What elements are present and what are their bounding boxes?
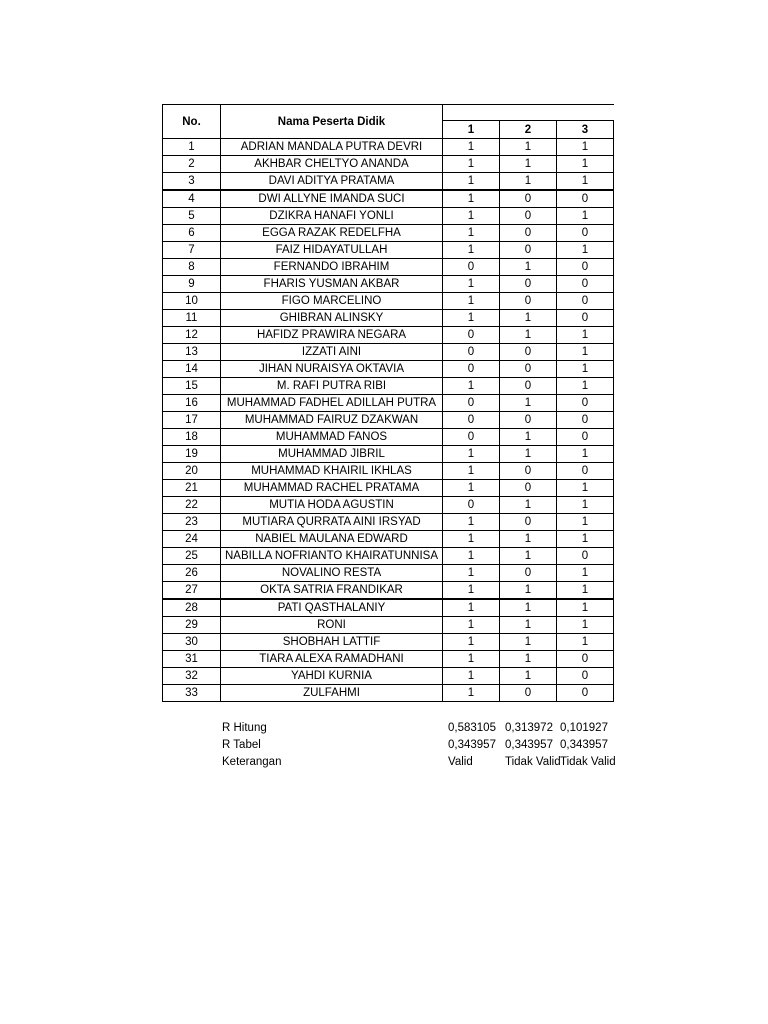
score-item-2: 1 — [500, 139, 557, 156]
summary-label: R Hitung — [222, 722, 267, 734]
table-row — [163, 190, 614, 208]
summary-label: Keterangan — [222, 756, 282, 768]
header-no: No. — [163, 105, 221, 139]
row-number: 16 — [163, 395, 221, 412]
score-item-1: 1 — [443, 242, 500, 259]
score-item-2: 0 — [500, 190, 557, 208]
score-item-3: 0 — [557, 225, 614, 242]
student-name: GHIBRAN ALINSKY — [221, 310, 443, 327]
student-name: DWI ALLYNE IMANDA SUCI — [221, 190, 443, 208]
score-item-2: 1 — [500, 531, 557, 548]
score-item-3: 1 — [557, 582, 614, 600]
score-item-3: 0 — [557, 548, 614, 565]
score-item-2: 1 — [500, 634, 557, 651]
score-item-2: 1 — [500, 548, 557, 565]
score-item-2: 0 — [500, 208, 557, 225]
table-row — [163, 651, 614, 668]
header-name: Nama Peserta Didik — [221, 105, 443, 139]
summary-label: R Tabel — [222, 739, 261, 751]
score-item-1: 0 — [443, 327, 500, 344]
table-row — [163, 327, 614, 344]
table-row — [163, 480, 614, 497]
student-name: SHOBHAH LATTIF — [221, 634, 443, 651]
table-row — [163, 531, 614, 548]
score-item-1: 1 — [443, 514, 500, 531]
score-item-2: 0 — [500, 361, 557, 378]
student-name: NABILLA NOFRIANTO KHAIRATUNNISA — [221, 548, 443, 565]
table-row — [163, 259, 614, 276]
score-item-2: 1 — [500, 327, 557, 344]
summary-value-item-2: 0,343957 — [505, 739, 553, 751]
row-number: 4 — [163, 190, 221, 208]
student-name: MUTIARA QURRATA AINI IRSYAD — [221, 514, 443, 531]
score-item-1: 1 — [443, 565, 500, 582]
student-name: RONI — [221, 617, 443, 634]
score-item-1: 0 — [443, 395, 500, 412]
table-row — [163, 565, 614, 582]
table-row — [163, 310, 614, 327]
score-item-1: 1 — [443, 446, 500, 463]
score-item-3: 1 — [557, 139, 614, 156]
score-item-3: 1 — [557, 480, 614, 497]
score-item-3: 0 — [557, 668, 614, 685]
student-name: MUHAMMAD FAIRUZ DZAKWAN — [221, 412, 443, 429]
score-item-3: 0 — [557, 395, 614, 412]
score-item-2: 1 — [500, 651, 557, 668]
table-row — [163, 429, 614, 446]
score-item-3: 0 — [557, 463, 614, 480]
summary-value-item-1: 0,583105 — [448, 722, 496, 734]
score-item-3: 0 — [557, 259, 614, 276]
row-number: 24 — [163, 531, 221, 548]
score-item-2: 0 — [500, 378, 557, 395]
score-item-3: 0 — [557, 276, 614, 293]
score-item-1: 1 — [443, 480, 500, 497]
score-item-1: 1 — [443, 190, 500, 208]
summary-value-item-2: Tidak Valid — [505, 756, 561, 768]
table-row — [163, 412, 614, 429]
score-item-1: 1 — [443, 599, 500, 617]
score-item-1: 1 — [443, 548, 500, 565]
score-item-2: 1 — [500, 446, 557, 463]
table-row — [163, 463, 614, 480]
student-name: EGGA RAZAK REDELFHA — [221, 225, 443, 242]
row-number: 26 — [163, 565, 221, 582]
row-number: 15 — [163, 378, 221, 395]
score-item-3: 1 — [557, 208, 614, 225]
score-item-3: 0 — [557, 651, 614, 668]
score-item-3: 1 — [557, 173, 614, 191]
score-item-1: 1 — [443, 463, 500, 480]
score-item-2: 0 — [500, 565, 557, 582]
validity-score-table — [162, 104, 614, 702]
student-name: TIARA ALEXA RAMADHANI — [221, 651, 443, 668]
student-name: ZULFAHMI — [221, 685, 443, 702]
student-name: FHARIS YUSMAN AKBAR — [221, 276, 443, 293]
score-item-1: 0 — [443, 497, 500, 514]
score-item-3: 1 — [557, 514, 614, 531]
score-item-1: 0 — [443, 344, 500, 361]
score-item-3: 0 — [557, 685, 614, 702]
score-item-3: 1 — [557, 361, 614, 378]
student-name: NABIEL MAULANA EDWARD — [221, 531, 443, 548]
score-item-2: 1 — [500, 173, 557, 191]
table-row — [163, 514, 614, 531]
row-number: 8 — [163, 259, 221, 276]
score-item-3: 1 — [557, 617, 614, 634]
table-row — [163, 599, 614, 617]
score-item-1: 1 — [443, 668, 500, 685]
table-header-row — [163, 105, 614, 121]
score-item-2: 1 — [500, 668, 557, 685]
row-number: 19 — [163, 446, 221, 463]
score-item-2: 0 — [500, 276, 557, 293]
score-item-3: 1 — [557, 565, 614, 582]
row-number: 10 — [163, 293, 221, 310]
score-item-1: 1 — [443, 139, 500, 156]
score-item-1: 1 — [443, 276, 500, 293]
score-item-3: 1 — [557, 327, 614, 344]
student-name: MUHAMMAD FADHEL ADILLAH PUTRA — [221, 395, 443, 412]
score-item-3: 1 — [557, 531, 614, 548]
student-name: ADRIAN MANDALA PUTRA DEVRI — [221, 139, 443, 156]
score-item-2: 0 — [500, 685, 557, 702]
score-item-3: 0 — [557, 429, 614, 446]
score-item-2: 0 — [500, 293, 557, 310]
student-name: MUTIA HODA AGUSTIN — [221, 497, 443, 514]
header-item-group — [443, 105, 614, 121]
table-row — [163, 361, 614, 378]
student-name: MUHAMMAD RACHEL PRATAMA — [221, 480, 443, 497]
score-item-2: 0 — [500, 463, 557, 480]
table-row — [163, 156, 614, 173]
row-number: 3 — [163, 173, 221, 191]
row-number: 20 — [163, 463, 221, 480]
table-row — [163, 276, 614, 293]
row-number: 13 — [163, 344, 221, 361]
score-item-2: 1 — [500, 310, 557, 327]
student-name: DZIKRA HANAFI YONLI — [221, 208, 443, 225]
score-item-3: 1 — [557, 599, 614, 617]
student-name: PATI QASTHALANIY — [221, 599, 443, 617]
table-row — [163, 548, 614, 565]
score-item-1: 1 — [443, 225, 500, 242]
table-row — [163, 344, 614, 361]
score-item-3: 1 — [557, 156, 614, 173]
row-number: 1 — [163, 139, 221, 156]
score-item-2: 0 — [500, 480, 557, 497]
table-row — [163, 497, 614, 514]
row-number: 11 — [163, 310, 221, 327]
score-item-1: 1 — [443, 310, 500, 327]
score-item-2: 1 — [500, 395, 557, 412]
student-name: NOVALINO RESTA — [221, 565, 443, 582]
table-row — [163, 173, 614, 191]
score-item-3: 0 — [557, 293, 614, 310]
table-row — [163, 446, 614, 463]
score-item-1: 0 — [443, 412, 500, 429]
table-row — [163, 378, 614, 395]
score-item-2: 1 — [500, 429, 557, 446]
score-item-2: 1 — [500, 497, 557, 514]
score-item-2: 1 — [500, 156, 557, 173]
row-number: 18 — [163, 429, 221, 446]
student-name: JIHAN NURAISYA OKTAVIA — [221, 361, 443, 378]
row-number: 23 — [163, 514, 221, 531]
score-item-2: 1 — [500, 259, 557, 276]
score-item-3: 0 — [557, 190, 614, 208]
score-item-2: 0 — [500, 242, 557, 259]
row-number: 12 — [163, 327, 221, 344]
score-item-3: 1 — [557, 497, 614, 514]
score-item-1: 1 — [443, 617, 500, 634]
student-name: FERNANDO IBRAHIM — [221, 259, 443, 276]
score-item-1: 0 — [443, 259, 500, 276]
score-item-2: 0 — [500, 412, 557, 429]
row-number: 17 — [163, 412, 221, 429]
score-item-3: 0 — [557, 310, 614, 327]
score-item-1: 1 — [443, 634, 500, 651]
row-number: 28 — [163, 599, 221, 617]
table-row — [163, 582, 614, 600]
table-row — [163, 395, 614, 412]
score-item-1: 1 — [443, 651, 500, 668]
row-number: 14 — [163, 361, 221, 378]
summary-value-item-3: Tidak Valid — [560, 756, 616, 768]
score-item-1: 1 — [443, 378, 500, 395]
table-row — [163, 293, 614, 310]
row-number: 30 — [163, 634, 221, 651]
row-number: 25 — [163, 548, 221, 565]
table-row — [163, 208, 614, 225]
table-row — [163, 634, 614, 651]
student-name: HAFIDZ PRAWIRA NEGARA — [221, 327, 443, 344]
summary-value-item-2: 0,313972 — [505, 722, 553, 734]
header-item-2: 2 — [500, 121, 557, 139]
table-row — [163, 668, 614, 685]
row-number: 32 — [163, 668, 221, 685]
summary-value-item-1: 0,343957 — [448, 739, 496, 751]
score-item-1: 1 — [443, 582, 500, 600]
score-item-1: 1 — [443, 293, 500, 310]
score-item-3: 1 — [557, 242, 614, 259]
header-item-3: 3 — [557, 121, 614, 139]
student-name: AKHBAR CHELTYO ANANDA — [221, 156, 443, 173]
row-number: 2 — [163, 156, 221, 173]
score-item-2: 1 — [500, 582, 557, 600]
row-number: 6 — [163, 225, 221, 242]
score-item-3: 1 — [557, 378, 614, 395]
row-number: 21 — [163, 480, 221, 497]
student-name: IZZATI AINI — [221, 344, 443, 361]
score-item-1: 0 — [443, 361, 500, 378]
student-name: YAHDI KURNIA — [221, 668, 443, 685]
student-name: MUHAMMAD JIBRIL — [221, 446, 443, 463]
table-body — [163, 139, 614, 702]
score-item-1: 1 — [443, 685, 500, 702]
student-name: DAVI ADITYA PRATAMA — [221, 173, 443, 191]
student-name: FAIZ HIDAYATULLAH — [221, 242, 443, 259]
student-name: M. RAFI PUTRA RIBI — [221, 378, 443, 395]
row-number: 33 — [163, 685, 221, 702]
score-item-3: 0 — [557, 412, 614, 429]
row-number: 22 — [163, 497, 221, 514]
summary-value-item-3: 0,101927 — [560, 722, 608, 734]
row-number: 9 — [163, 276, 221, 293]
row-number: 31 — [163, 651, 221, 668]
student-name: MUHAMMAD KHAIRIL IKHLAS — [221, 463, 443, 480]
header-item-1: 1 — [443, 121, 500, 139]
score-item-2: 1 — [500, 617, 557, 634]
summary-value-item-1: Valid — [448, 756, 473, 768]
score-item-1: 1 — [443, 531, 500, 548]
student-name: FIGO MARCELINO — [221, 293, 443, 310]
score-item-2: 0 — [500, 514, 557, 531]
row-number: 7 — [163, 242, 221, 259]
row-number: 29 — [163, 617, 221, 634]
score-item-3: 1 — [557, 634, 614, 651]
score-item-2: 0 — [500, 344, 557, 361]
row-number: 5 — [163, 208, 221, 225]
score-item-1: 1 — [443, 156, 500, 173]
table-row — [163, 225, 614, 242]
student-name: OKTA SATRIA FRANDIKAR — [221, 582, 443, 600]
score-item-3: 1 — [557, 446, 614, 463]
score-item-2: 0 — [500, 225, 557, 242]
score-item-1: 0 — [443, 429, 500, 446]
table-row — [163, 242, 614, 259]
student-name: MUHAMMAD FANOS — [221, 429, 443, 446]
score-item-2: 1 — [500, 599, 557, 617]
table-row — [163, 617, 614, 634]
score-item-3: 1 — [557, 344, 614, 361]
score-item-1: 1 — [443, 208, 500, 225]
table-row — [163, 685, 614, 702]
summary-value-item-3: 0,343957 — [560, 739, 608, 751]
score-item-1: 1 — [443, 173, 500, 191]
row-number: 27 — [163, 582, 221, 600]
table-row — [163, 139, 614, 156]
